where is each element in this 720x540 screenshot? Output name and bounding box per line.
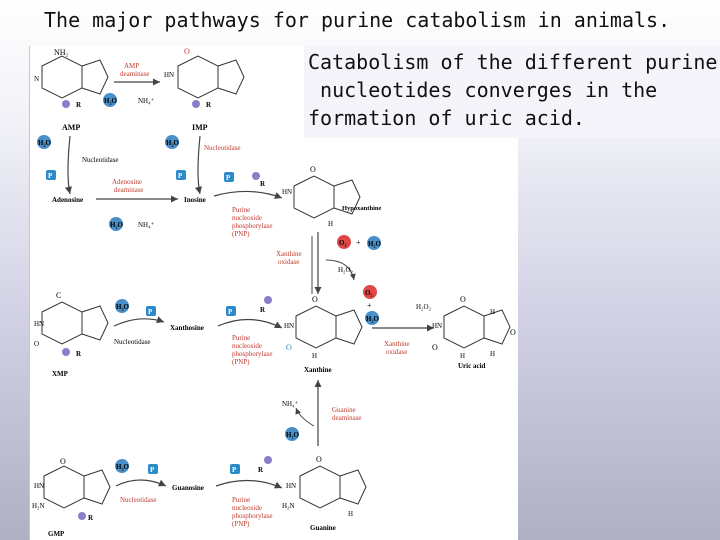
nucleotidase-label-4: Nucleotidase	[120, 496, 157, 504]
guanosine-to-guanine-arrow	[216, 480, 282, 488]
pnp2-label-1: Purine	[232, 334, 251, 342]
xo2-label-1: Xanthine	[384, 340, 410, 348]
xanthine-hn-label: HN	[284, 322, 295, 330]
adenosine-water-label: H₂O	[110, 221, 123, 229]
amp-deaminase-label-2: deaminase	[120, 70, 150, 78]
pnp2-label-4: (PNP)	[232, 358, 250, 366]
phosphate-label-5: P	[228, 308, 233, 316]
gmp-label: GMP	[48, 530, 65, 538]
xo2-peroxide-label: H₂O₂	[416, 303, 431, 311]
xo2-o2-label: O₂	[365, 289, 373, 297]
guanosine-label: Guanosine	[172, 484, 204, 492]
pnp2-ribose-sphere	[264, 296, 272, 304]
phosphate-label-2: P	[178, 172, 183, 180]
phosphate-label-1: P	[48, 172, 53, 180]
phosphate-label-3: P	[226, 174, 231, 182]
xmp-ribose-label: R	[76, 350, 82, 358]
uric-acid-h1-label: H	[460, 352, 466, 360]
inosine-to-hypoxanthine-arrow	[214, 191, 282, 198]
pnp3-label-2: nucleoside	[232, 504, 262, 512]
xo1-plus: +	[356, 238, 361, 247]
xmp-o-label: O	[34, 340, 40, 348]
xo1-water-label: H₂O	[368, 240, 381, 248]
xmp-c-label: C	[56, 291, 62, 300]
amp-water-label: H₂O	[104, 97, 117, 105]
uric-acid-label: Uric acid	[458, 362, 486, 370]
imp-to-inosine-arrow	[198, 136, 200, 194]
guanine-deaminase-byproduct-arrow	[296, 408, 314, 426]
nucleotidase-label-2: Nucleotidase	[204, 144, 241, 152]
pnp1-ribose-label: R	[260, 180, 266, 188]
gmp-o-label: O	[60, 457, 66, 466]
pnp3-ribose-sphere	[264, 456, 272, 464]
xanthine-h-label: H	[312, 352, 318, 360]
amp-deaminase-label-1: AMP	[124, 62, 140, 70]
gmp-water-label: H₂O	[116, 463, 129, 471]
xanthosine-to-xanthine-arrow	[218, 319, 282, 328]
adenosine-deaminase-label-2: deaminase	[114, 186, 144, 194]
xo2-water-label: H₂O	[366, 315, 379, 323]
xanthine-structure	[296, 306, 362, 348]
gmp-ribose-label: R	[88, 514, 94, 522]
guanine-deaminase-label-1: Guanine	[332, 406, 356, 414]
amp-to-adenosine-arrow	[68, 136, 70, 194]
xo2-plus: +	[367, 301, 372, 310]
xmp-to-xanthosine-arrow	[114, 319, 164, 326]
xo1-peroxide-label: H₂O₂	[338, 266, 353, 274]
imp-hn-label: HN	[164, 71, 175, 79]
imp-ribose-sphere	[192, 100, 200, 108]
guanine-structure	[300, 466, 366, 508]
pnp1-label-2: nucleoside	[232, 214, 262, 222]
guanine-deaminase-nh4-label: NH₄⁺	[282, 400, 299, 408]
amp-ribose-label: R	[76, 101, 82, 109]
xmp-water-label: H₂O	[116, 303, 129, 311]
phosphate-label-6: P	[150, 466, 155, 474]
imp-ribose-label: R	[206, 101, 212, 109]
hypoxanthine-hn-label: HN	[282, 188, 293, 196]
xmp-label: XMP	[52, 370, 68, 378]
guanine-hn-label: HN	[286, 482, 297, 490]
amp-ribose-sphere	[62, 100, 70, 108]
hypoxanthine-o-label: O	[310, 165, 316, 174]
pnp2-label-2: nucleoside	[232, 342, 262, 350]
imp-label: IMP	[192, 123, 208, 132]
pnp3-label-3: phosphorylase	[232, 512, 273, 520]
pnp1-label-3: phosphorylase	[232, 222, 273, 230]
uric-acid-o-label: O	[460, 295, 466, 304]
gmp-structure	[44, 466, 110, 508]
phosphate-label-7: P	[232, 466, 237, 474]
pnp3-label-4: (PNP)	[232, 520, 250, 528]
xanthine-o2-label: O	[286, 343, 292, 352]
xo2-label-2: oxidase	[386, 348, 408, 356]
xo1-label-2: oxidase	[278, 258, 300, 266]
uric-acid-o2-label: O	[432, 343, 438, 352]
amp-nh4-label: NH₄⁺	[138, 97, 155, 105]
pnp1-label-4: (PNP)	[232, 230, 250, 238]
pnp3-ribose-label: R	[258, 466, 264, 474]
gmp-ribose-sphere	[78, 512, 86, 520]
xmp-ribose-sphere	[62, 348, 70, 356]
guanine-label: Guanine	[310, 524, 336, 532]
imp-water-label: H₂O	[166, 139, 179, 147]
guanine-o-label: O	[316, 455, 322, 464]
amp-label: AMP	[62, 123, 81, 132]
uric-acid-o3-label: O	[510, 328, 516, 337]
pnp3-label-1: Purine	[232, 496, 251, 504]
gmp-to-guanosine-arrow	[116, 480, 166, 486]
guanine-deaminase-water-label: H₂O	[286, 431, 299, 439]
xmp-structure	[42, 302, 108, 344]
nucleotidase-label-1: Nucleotidase	[82, 156, 119, 164]
xanthine-label: Xanthine	[304, 366, 332, 374]
nucleotidase-label-3: Nucleotidase	[114, 338, 151, 346]
pnp1-label-1: Purine	[232, 206, 251, 214]
xanthosine-label: Xanthosine	[170, 324, 204, 332]
guanine-deaminase-label-2: deaminase	[332, 414, 362, 422]
xo1-label-1: Xanthine	[276, 250, 302, 258]
uric-acid-h3-label: H	[490, 350, 496, 358]
adenosine-label: Adenosine	[52, 196, 84, 204]
slide-caption	[308, 48, 718, 132]
imp-structure	[178, 56, 244, 98]
guanine-h2n-label: H₂N	[282, 502, 295, 510]
amp-structure	[42, 56, 108, 98]
adenosine-nh4-label: NH₄⁺	[138, 221, 155, 229]
caption-line-3: formation of uric acid.	[308, 106, 585, 130]
phosphate-label-4: P	[148, 308, 153, 316]
caption-line-2: nucleotides converges in the	[308, 78, 658, 102]
hypoxanthine-label: Hypoxanthine	[342, 205, 382, 212]
uric-acid-h2-label: H	[490, 308, 496, 316]
xmp-hn-label: HN	[34, 320, 45, 328]
slide-title: The major pathways for purine catabolism in animals.	[44, 8, 671, 32]
uric-acid-structure	[444, 306, 510, 348]
gmp-h2n-label: H₂N	[32, 502, 45, 510]
pnp2-label-3: phosphorylase	[232, 350, 273, 358]
gmp-hn-label: HN	[34, 482, 45, 490]
pnp2-ribose-label: R	[260, 306, 266, 314]
xo1-o2-label: O₂	[339, 239, 347, 247]
caption-line-1: Catabolism of the different purine	[308, 50, 718, 74]
amp-nh2-label: NH₂	[54, 48, 69, 57]
xanthine-o-label: O	[312, 295, 318, 304]
adenosine-deaminase-label-1: Adenosine	[112, 178, 142, 186]
pnp1-ribose-sphere	[252, 172, 260, 180]
uric-acid-hn-label: HN	[432, 322, 443, 330]
imp-o-label: O	[184, 47, 190, 56]
left-water-label-1: H₂O	[38, 139, 51, 147]
guanine-h-label: H	[348, 510, 354, 518]
amp-n-label: N	[34, 75, 40, 83]
hypoxanthine-h-label: H	[328, 220, 334, 228]
inosine-label: Inosine	[184, 196, 206, 204]
